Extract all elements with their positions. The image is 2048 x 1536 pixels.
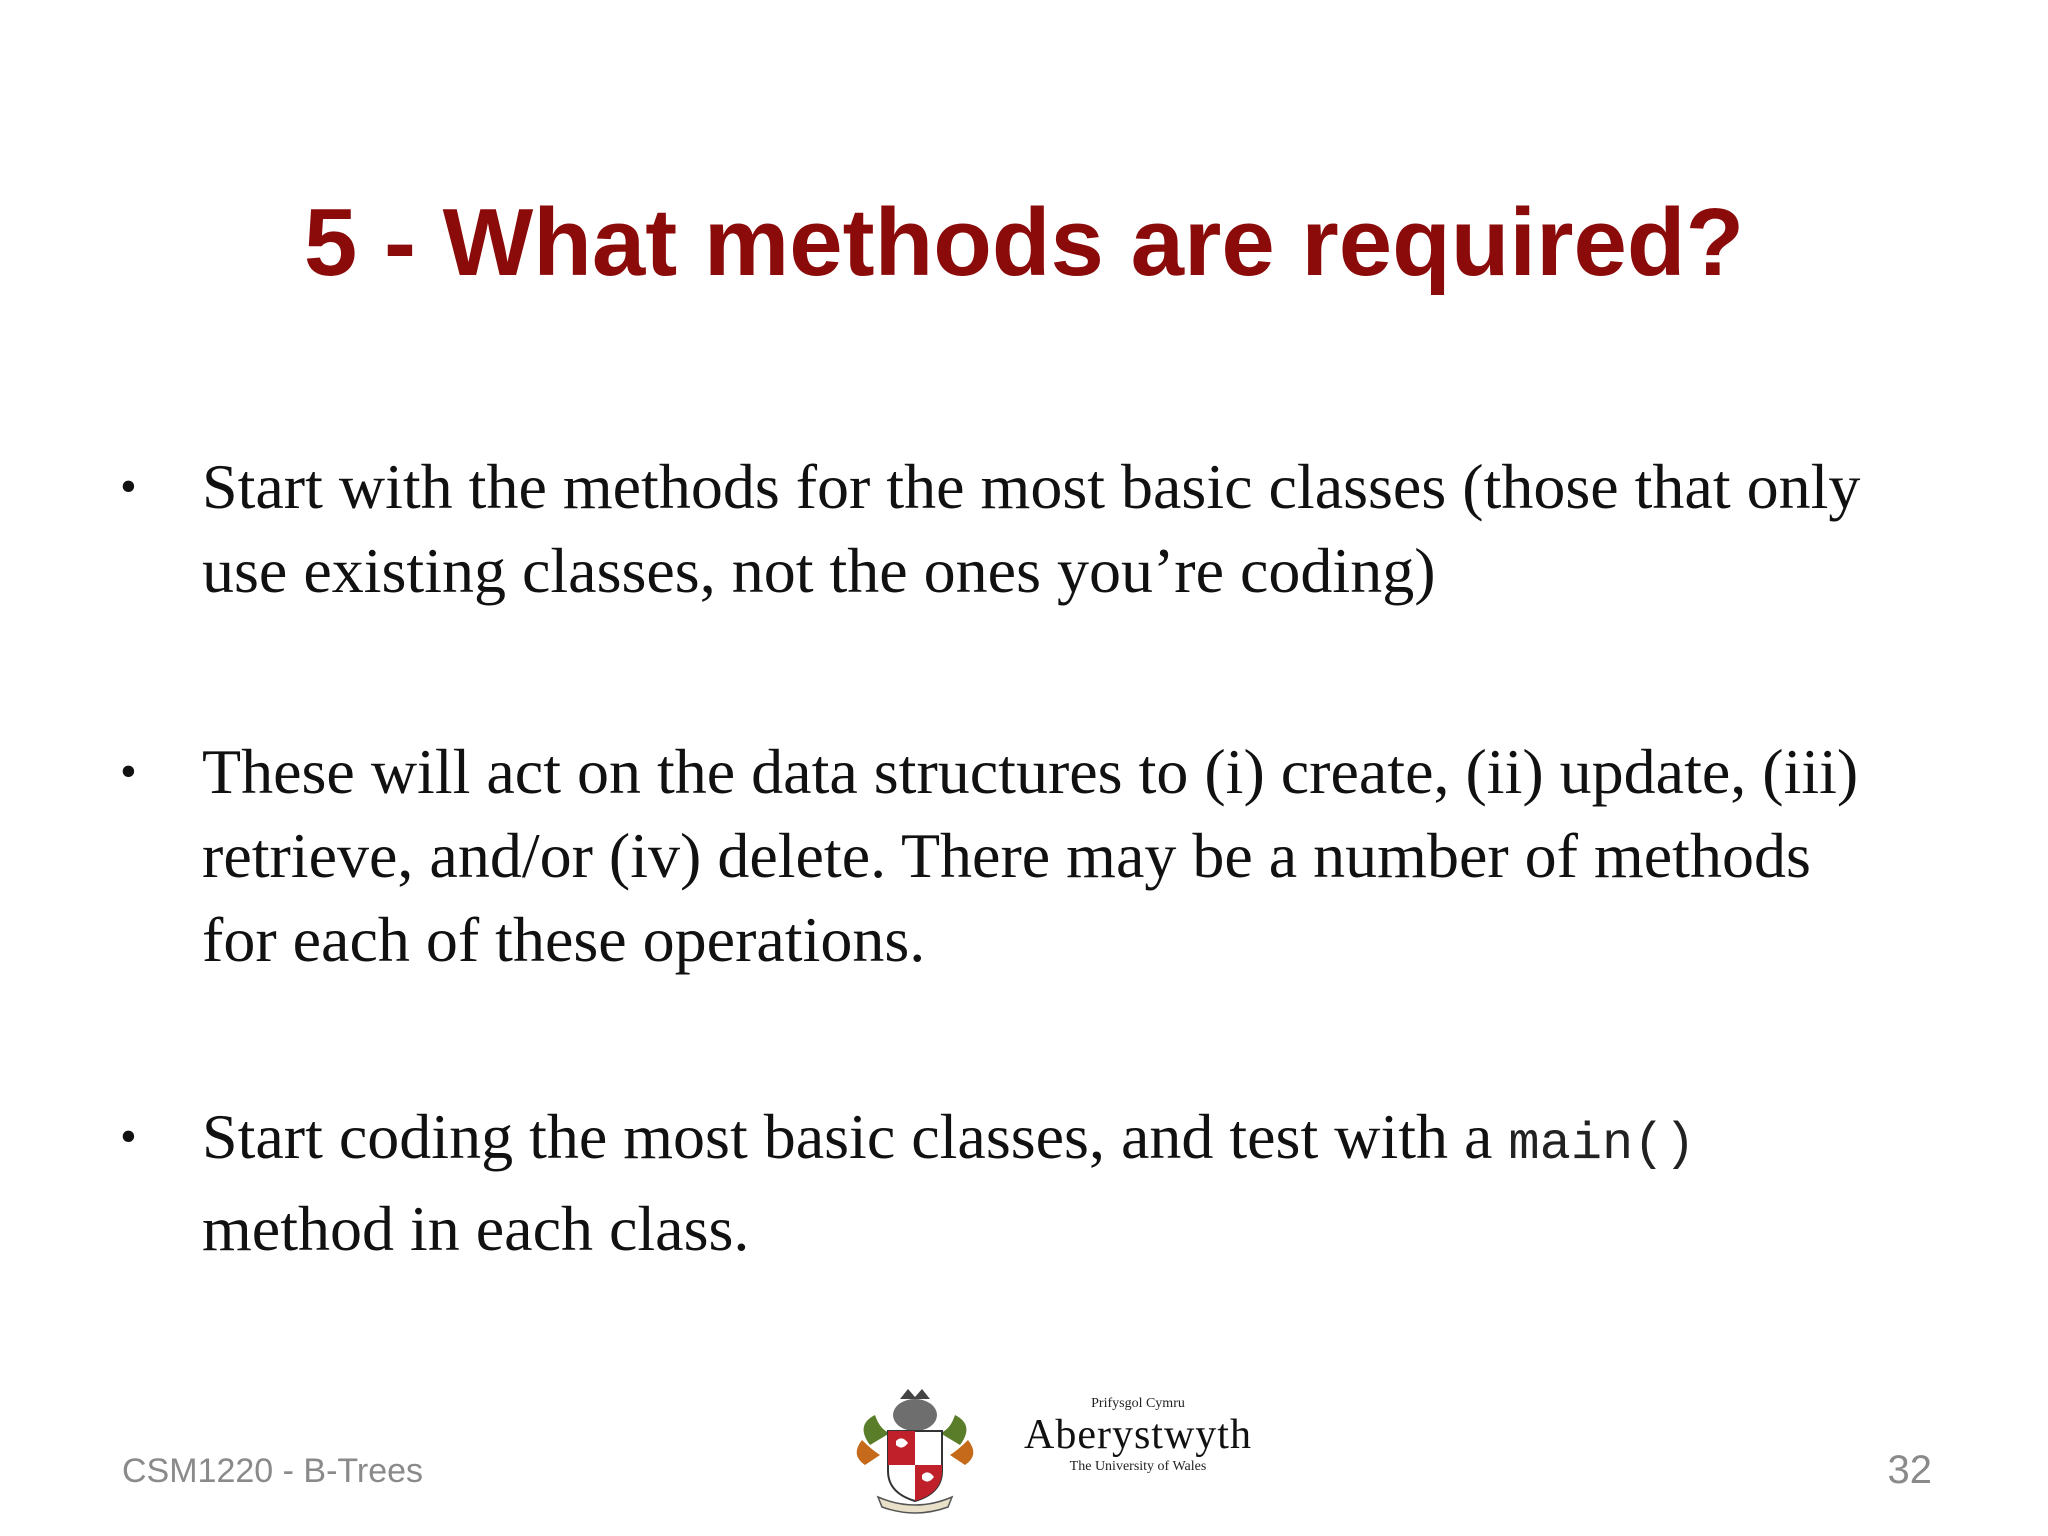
code-snippet: main(): [1508, 1115, 1696, 1174]
bullet-marker: •: [120, 745, 137, 798]
bullet-text: Start with the methods for the most basic classes (those that only use existing classes, not the ones you’re coding): [202, 451, 1861, 606]
bullet-marker: •: [120, 1110, 137, 1163]
bullet-text: [202, 1095, 1862, 1271]
logo-wordmark: [1018, 1395, 1258, 1477]
university-logo: [850, 1385, 1250, 1515]
footer-course-label: CSM1220 - B-Trees: [122, 1452, 424, 1490]
slide-title: 5 - What methods are required?: [303, 189, 1745, 296]
bullet-text-after: method in each class.: [202, 1193, 750, 1264]
slide-number: 32: [1887, 1448, 1932, 1492]
logo-name: Aberystwyth: [1024, 1412, 1252, 1458]
university-crest-icon: [850, 1385, 980, 1515]
logo-welsh-name: Prifysgol Cymru: [1091, 1396, 1185, 1411]
logo-subtitle: The University of Wales: [1069, 1459, 1207, 1474]
bullet-marker: •: [120, 460, 137, 513]
bullet-text-before: Start coding the most basic classes, and test with a: [202, 1101, 1509, 1172]
bullet-text: These will act on the data structures to (i) create, (ii) update, (iii) retrieve, and/or (iv) delete. There may be a number of methods for each of these operations.: [202, 736, 1859, 975]
